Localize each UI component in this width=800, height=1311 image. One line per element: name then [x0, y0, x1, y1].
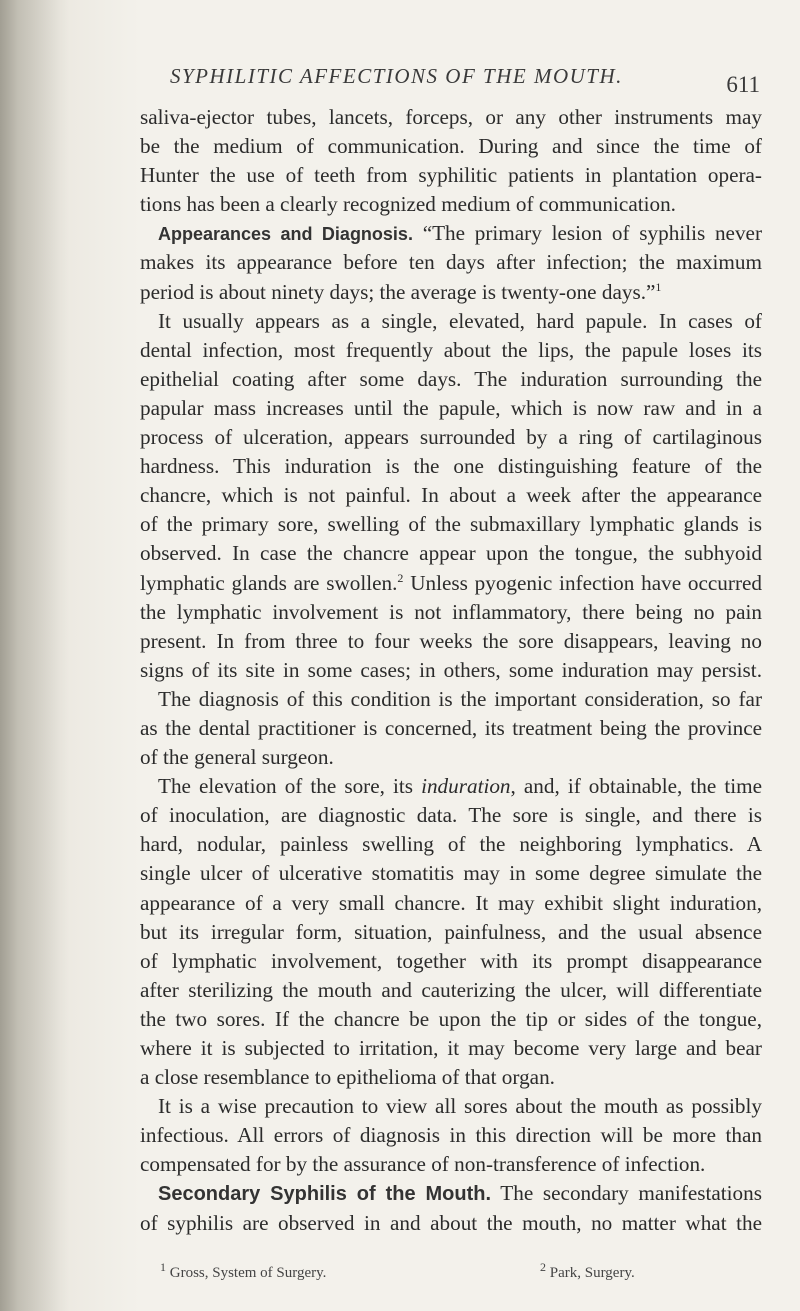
page-gutter-shadow: [0, 0, 70, 1311]
text-line: single ulcer of ulcerative stomatitis may in some degree simulate the: [140, 861, 762, 886]
text-line: hardness. This induration is the one distinguishing feature of the: [140, 454, 762, 479]
text-line: Secondary Syphilis of the Mouth. The secondary manifestations: [158, 1181, 762, 1206]
footnote-2: $^2$ Park, Surgery.: [540, 1260, 635, 1281]
text-line: epithelial coating after some days. The induration surrounding the: [140, 366, 762, 391]
text-line: the lymphatic involvement is not inflammatory, there being no pain: [140, 599, 762, 624]
section-heading-appearances: Appearances and Diagnosis.: [158, 224, 413, 245]
text-line: after sterilizing the mouth and cauterizing the ulcer, will differentiate: [140, 977, 762, 1002]
text-line: Appearances and Diagnosis. “The primary lesion of syphilis never: [158, 221, 763, 246]
text-line: present. In from three to four weeks the sore disappears, leaving no: [140, 628, 762, 653]
text-line: where it is subjected to irritation, it may become very large and bear: [140, 1036, 762, 1060]
text-line: of syphilis are observed in and about the mouth, no matter what the: [140, 1210, 762, 1235]
text-line: The elevation of the sore, its induration, and, if obtainable, the time: [158, 774, 762, 799]
text-line: process of ulceration, appears surrounded by a ring of cartilaginous: [140, 425, 762, 450]
text-line: of inoculation, are diagnostic data. The sore is single, and there is: [140, 803, 762, 828]
text-line: a close resemblance to epithelioma of that organ.: [140, 1065, 555, 1090]
text-line: compensated for by the assurance of non-transference of infection.: [140, 1152, 706, 1177]
text-line: It is a wise precaution to view all sores about the mouth as possibly: [158, 1094, 762, 1119]
text-line: It usually appears as a single, elevated, hard papule. In cases of: [158, 308, 762, 333]
text-line: lymphatic glands are swollen.$^2$ Unless pyogenic infection have occurred: [140, 570, 762, 595]
text-line: be the medium of communication. During and since the time of: [140, 134, 762, 159]
text-line: of lymphatic involvement, together with its prompt disappearance: [140, 948, 762, 973]
text-line: the two sores. If the chancre be upon the tip or sides of the tongue,: [140, 1006, 762, 1031]
text-line: as the dental practitioner is concerned, its treatment being the province: [140, 715, 762, 740]
page-header: [170, 60, 762, 96]
footnote-1: $^1$ Gross, System of Surgery.: [160, 1260, 327, 1281]
text-line: makes its appearance before ten days after infection; the maximum: [140, 250, 762, 275]
text-line: The diagnosis of this condition is the important consideration, so far: [158, 686, 762, 711]
text-line: observed. In case the chancre appear upon the tongue, the subhyoid: [140, 541, 762, 566]
body-text: [140, 103, 762, 1238]
text-line: but its irregular form, situation, painfulness, and the usual absence: [140, 919, 762, 944]
section-heading-secondary: Secondary Syphilis of the Mouth.: [158, 1183, 492, 1206]
page-number: 611: [726, 72, 760, 97]
text-line: of the primary sore, swelling of the submaxillary lymphatic glands is: [140, 512, 762, 537]
text-line: of the general surgeon.: [140, 745, 334, 770]
text-line: papular mass increases until the papule, which is now raw and in a: [140, 395, 762, 420]
text-line: appearance of a very small chancre. It may exhibit slight induration,: [140, 890, 762, 915]
running-head: SYPHILITIC AFFECTIONS OF THE MOUTH.: [170, 64, 623, 88]
footnote-ref: 2: [397, 570, 404, 585]
text-line: hard, nodular, painless swelling of the neighboring lymphatics. A: [140, 832, 762, 857]
text-line: signs of its site in some cases; in others, some induration may persist.: [140, 657, 762, 682]
text-line: chancre, which is not painful. In about a week after the appearance: [140, 483, 762, 508]
text-line: infectious. All errors of diagnosis in this direction will be more than: [140, 1123, 762, 1148]
footnote-ref: 1: [655, 279, 662, 294]
text-line: period is about ninety days; the average is twenty-one days.”$^1$: [140, 279, 662, 304]
text-line: Hunter the use of teeth from syphilitic patients in plantation opera-: [140, 163, 762, 188]
text-line: saliva-ejector tubes, lancets, forceps, or any other instruments may: [140, 105, 762, 129]
text-line: dental infection, most frequently about the lips, the papule loses its: [140, 337, 762, 362]
text-line: tions has been a clearly recognized medium of communication.: [140, 192, 676, 217]
